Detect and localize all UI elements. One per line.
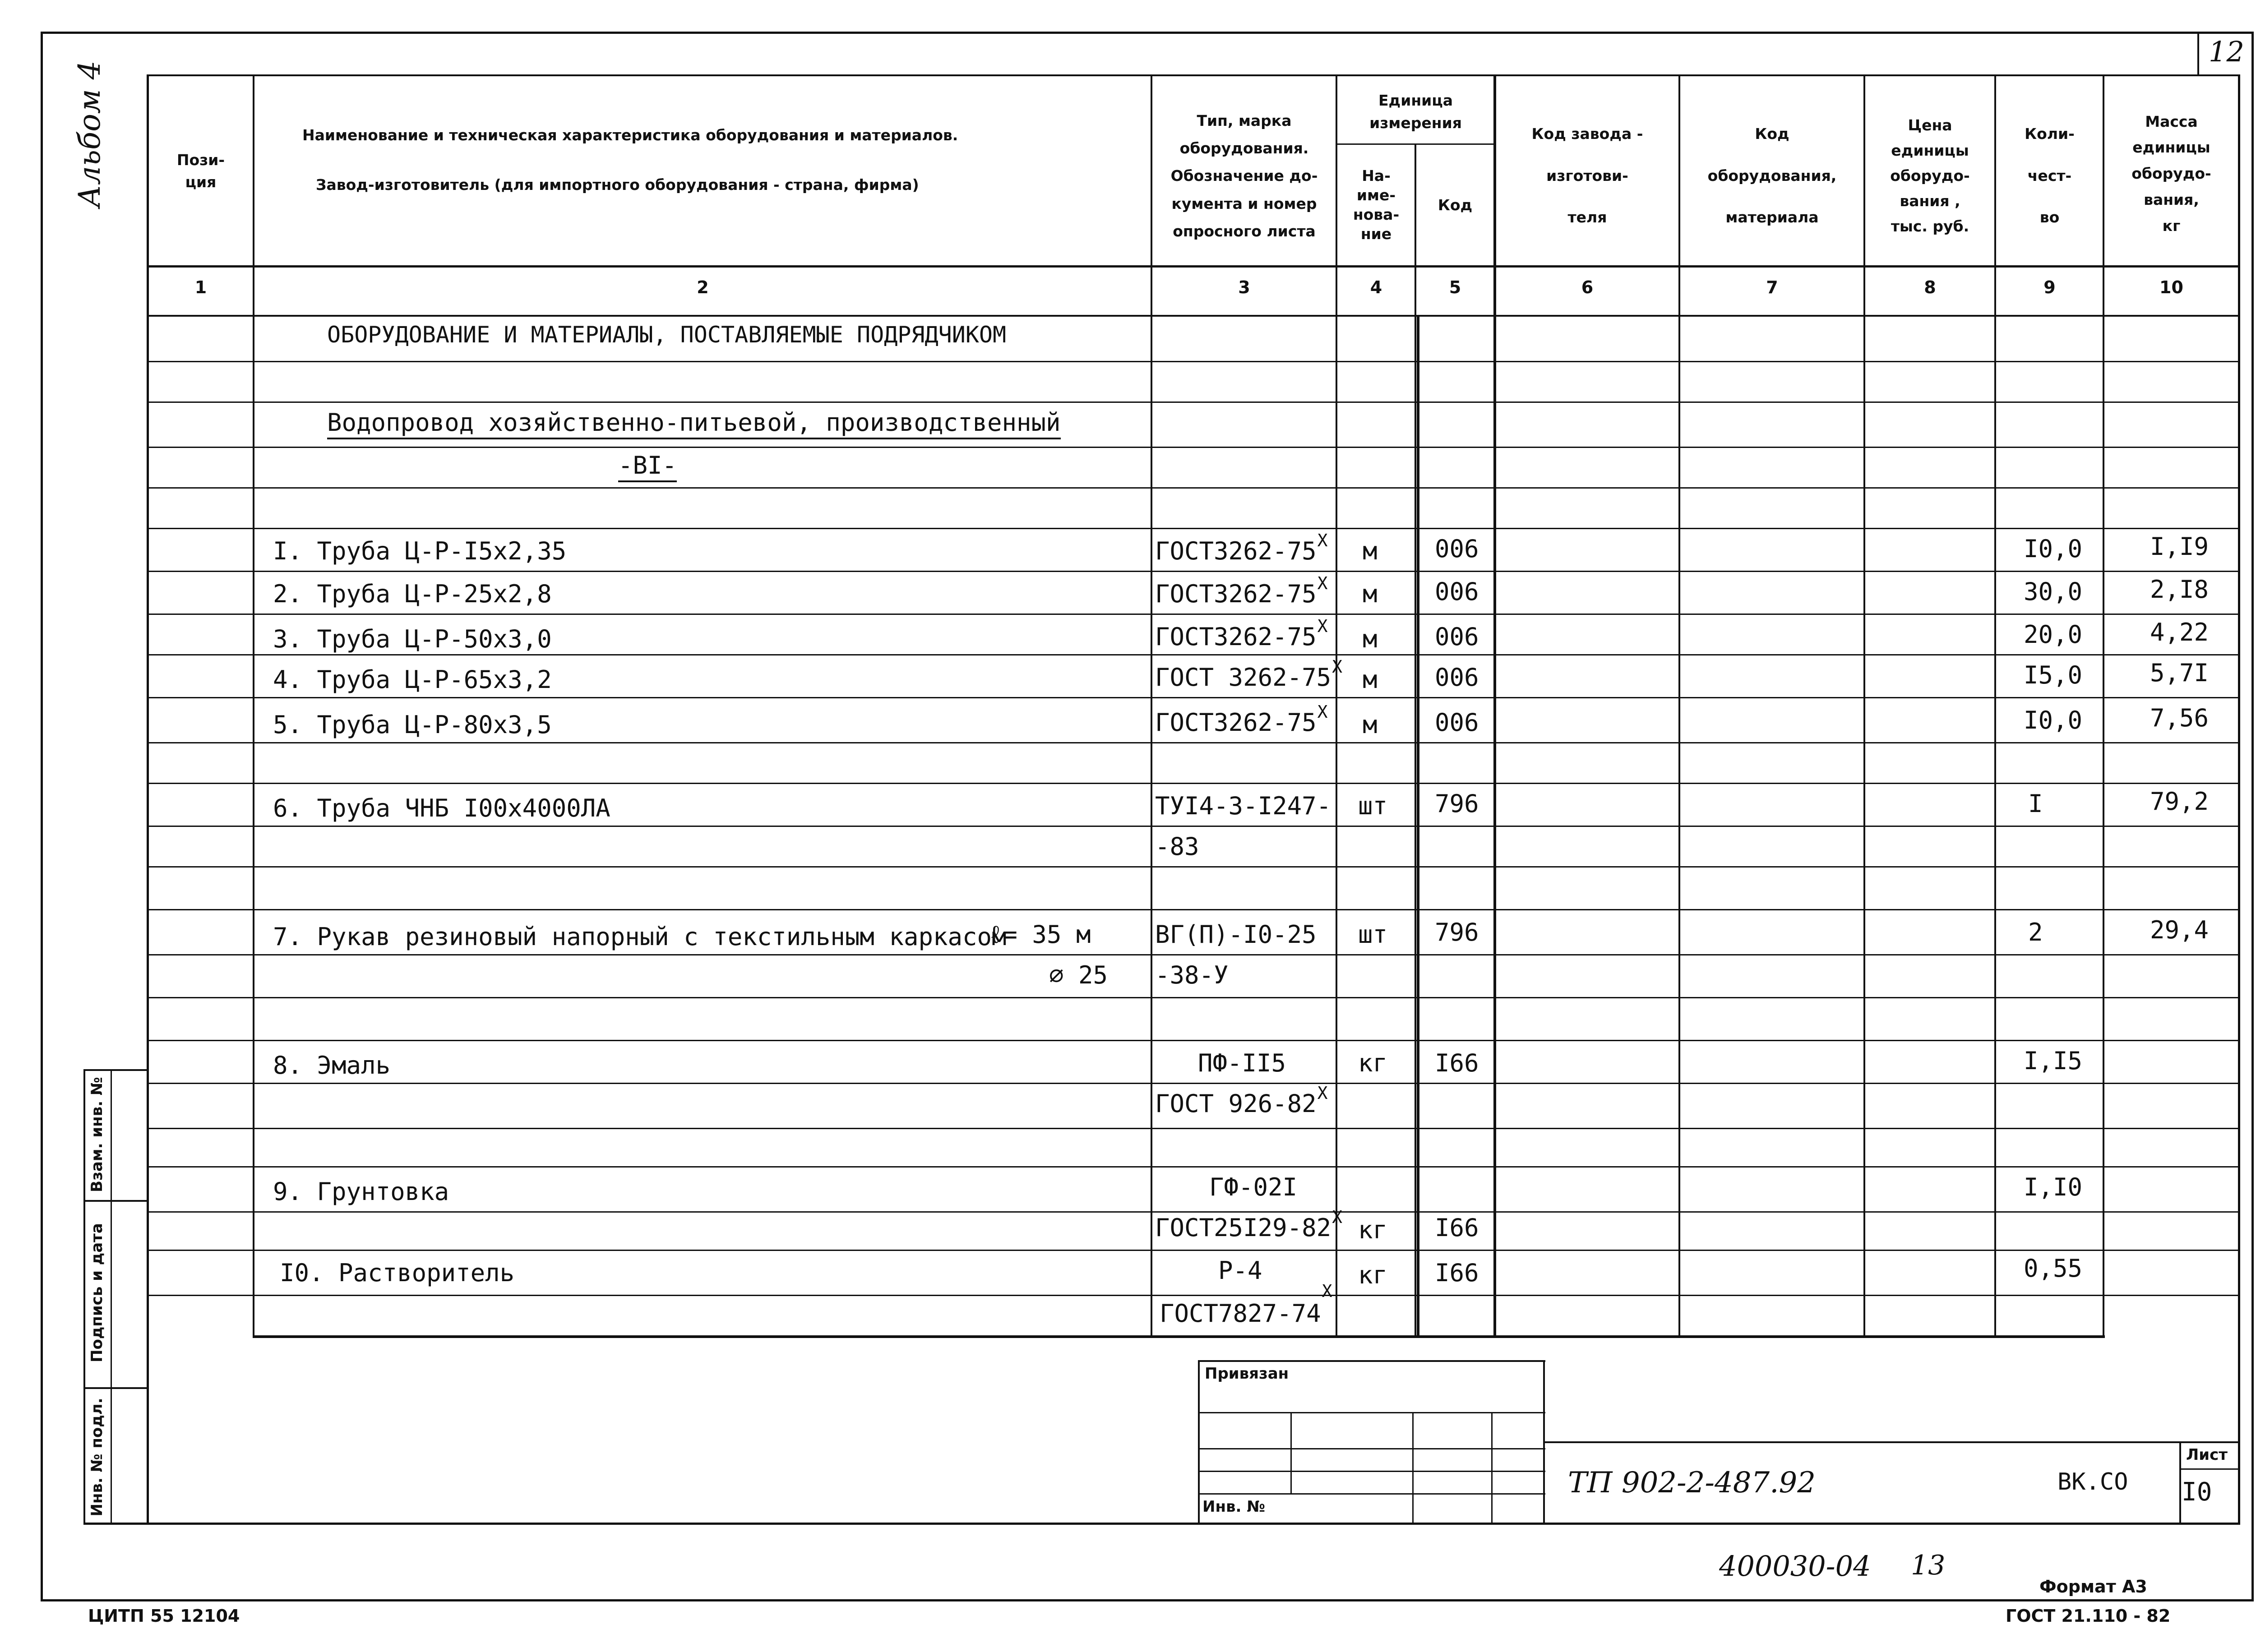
row-separator bbox=[149, 614, 2240, 615]
row-separator bbox=[149, 1211, 2240, 1213]
row-6-doc2: -83 bbox=[1155, 832, 1199, 861]
row-separator bbox=[149, 654, 2240, 655]
colnum-4: 4 bbox=[1370, 277, 1382, 297]
row-separator bbox=[149, 1250, 2240, 1251]
row-separator bbox=[149, 697, 2240, 698]
header-name-line1: Наименование и техническая характеристика оборудования и материалов. bbox=[302, 126, 958, 144]
album-label: Альбом 4 bbox=[72, 60, 107, 208]
colnum-7: 7 bbox=[1766, 277, 1778, 297]
row-2-code: 006 bbox=[1435, 577, 1479, 606]
gost-label: ГОСТ 21.110 - 82 bbox=[2006, 1606, 2171, 1626]
row-4-unit: м bbox=[1363, 665, 1378, 694]
side-vzam-inv: Взам. инв. № bbox=[88, 1077, 106, 1192]
row-9-name: 9. Грунтовка bbox=[273, 1177, 449, 1206]
row-9-qty: I,I0 bbox=[2024, 1173, 2083, 1201]
row-8-qty: I,I5 bbox=[2024, 1047, 2083, 1075]
inner-right bbox=[2238, 74, 2240, 1525]
header-unit-name: На- име- нова- ние bbox=[1353, 167, 1400, 243]
colnum-9: 9 bbox=[2043, 277, 2056, 297]
colnum-5: 5 bbox=[1449, 277, 1461, 297]
row-7-unit: шт bbox=[1358, 920, 1388, 949]
row-5-mass: 7,56 bbox=[2150, 704, 2209, 732]
row-1-code: 006 bbox=[1435, 535, 1479, 563]
frame-top bbox=[41, 32, 2254, 34]
row-8-name: 8. Эмаль bbox=[273, 1051, 391, 1080]
stamp-list-number: I0 bbox=[2182, 1477, 2212, 1507]
row-6-unit: шт bbox=[1358, 792, 1388, 820]
row-separator bbox=[149, 997, 2240, 998]
header-equipment-code: Код оборудования, материала bbox=[1707, 125, 1837, 226]
row-9-code: I66 bbox=[1435, 1214, 1479, 1242]
row-separator bbox=[149, 361, 2240, 362]
row-separator bbox=[149, 1128, 2240, 1129]
row-3-name: 3. Труба Ц-Р-50х3,0 bbox=[273, 625, 552, 653]
row-10-doc: Р-4 bbox=[1218, 1256, 1262, 1285]
row-5-name: 5. Труба Ц-Р-80х3,5 bbox=[273, 711, 552, 739]
stamp-inv-no: Инв. № bbox=[1202, 1498, 1266, 1516]
handwritten-archive-number: 400030-04 bbox=[1719, 1550, 1871, 1583]
row-2-unit: м bbox=[1363, 580, 1378, 608]
format-label: Формат А3 bbox=[2039, 1577, 2147, 1597]
row-6-doc: ТУI4-3-I247- bbox=[1155, 792, 1331, 820]
row-4-doc: ГОСТ $3262-75^X$ bbox=[1155, 657, 1343, 692]
stamp-privyazan: Привязан bbox=[1205, 1365, 1289, 1383]
colnum-8: 8 bbox=[1924, 277, 1936, 297]
row-3-qty: 20,0 bbox=[2024, 620, 2083, 649]
handwritten-page-number: 13 bbox=[1911, 1550, 1946, 1581]
frame-right bbox=[2251, 32, 2254, 1601]
row-separator bbox=[149, 1166, 2240, 1167]
header-name-line2: Завод-изготовитель (для импортного оборудования - страна, фирма) bbox=[316, 176, 919, 194]
row-1-mass: I,I9 bbox=[2150, 532, 2209, 561]
row-separator bbox=[149, 783, 2240, 784]
header-position: Пози- ция bbox=[176, 151, 225, 191]
row-7-doc: ВГ(П)-I0-25 bbox=[1155, 920, 1317, 949]
row-2-name: 2. Труба Ц-Р-25х2,8 bbox=[273, 580, 552, 608]
row-7-qty: 2 bbox=[2028, 918, 2043, 946]
row-5-unit: м bbox=[1363, 711, 1378, 739]
row-10-qty: 0,55 bbox=[2024, 1254, 2083, 1283]
row-1-unit: м bbox=[1363, 537, 1378, 565]
header-quantity: Коли- чест- во bbox=[2025, 125, 2075, 226]
row-4-qty: I5,0 bbox=[2024, 661, 2083, 689]
row-6-code: 796 bbox=[1435, 789, 1479, 818]
row-8-doc: ПФ-II5 bbox=[1198, 1049, 1286, 1077]
side-inv-podl: Инв. № подл. bbox=[88, 1398, 106, 1517]
row-7-doc2: -38-У bbox=[1155, 961, 1229, 989]
row-7-code: 796 bbox=[1435, 918, 1479, 946]
colnum-6: 6 bbox=[1581, 277, 1594, 297]
row-1-qty: I0,0 bbox=[2024, 535, 2083, 563]
subsection-title: Водопровод хозяйственно-питьевой, производственный bbox=[327, 408, 1061, 439]
row-separator bbox=[149, 826, 2240, 827]
row-3-doc: $ГОСТ3262-75^X$ bbox=[1155, 616, 1328, 651]
row-7-length: ℓ= 35 м bbox=[988, 920, 1091, 949]
row-separator bbox=[149, 909, 2240, 910]
row-10-unit: кг bbox=[1358, 1261, 1388, 1289]
colnum-2: 2 bbox=[697, 277, 709, 297]
header-factory-code: Код завода - изготови- теля bbox=[1531, 125, 1643, 226]
row-separator bbox=[149, 447, 2240, 448]
row-3-unit: м bbox=[1363, 625, 1378, 653]
inner-top bbox=[147, 74, 2240, 76]
row-9-doc: ГФ-02I bbox=[1209, 1173, 1298, 1201]
row-4-code: 006 bbox=[1435, 663, 1479, 692]
row-2-doc: $ГОСТ3262-75^X$ bbox=[1155, 573, 1328, 608]
row-5-code: 006 bbox=[1435, 708, 1479, 737]
row-1-name: I. Труба Ц-Р-I5х2,35 bbox=[273, 537, 567, 565]
row-separator bbox=[149, 528, 2240, 529]
row-7-mass: 29,4 bbox=[2150, 916, 2209, 944]
colnum-1: 1 bbox=[194, 277, 207, 297]
row-10-doc2: $ГОСТ7827-74^X$ bbox=[1160, 1281, 1332, 1328]
row-separator bbox=[149, 1040, 2240, 1041]
row-8-doc2: ГОСТ $926-82^X$ bbox=[1155, 1083, 1328, 1118]
row-10-name: I0. Растворитель bbox=[280, 1259, 515, 1287]
stamp-doc-mark: ВК.СО bbox=[2057, 1468, 2128, 1495]
stamp-list-label: Лист bbox=[2186, 1446, 2228, 1464]
row-2-mass: 2,I8 bbox=[2150, 575, 2209, 604]
row-8-code: I66 bbox=[1435, 1049, 1479, 1077]
row-6-mass: 79,2 bbox=[2150, 787, 2209, 816]
colnum-3: 3 bbox=[1238, 277, 1250, 297]
row-7-diameter: ∅ 25 bbox=[1049, 961, 1108, 989]
row-9-unit: кг bbox=[1358, 1216, 1388, 1244]
row-4-name: 4. Труба Ц-Р-65х3,2 bbox=[273, 665, 552, 694]
sheet-corner-number: 12 bbox=[2209, 35, 2244, 68]
frame-left bbox=[41, 32, 43, 1601]
row-separator bbox=[149, 571, 2240, 572]
stamp-project-code: ТП 902-2-487.92 bbox=[1568, 1466, 1816, 1500]
row-5-doc: $ГОСТ3262-75^X$ bbox=[1155, 702, 1328, 737]
row-1-doc: $ГОСТ3262-75^X$ bbox=[1155, 531, 1328, 565]
section-title: ОБОРУДОВАНИЕ И МАТЕРИАЛЫ, ПОСТАВЛЯЕМЫЕ ПОДРЯДЧИКОМ bbox=[327, 322, 1007, 348]
header-unit-code: Код bbox=[1438, 196, 1473, 214]
header-doc: Тип, марка оборудования. Обозначение до- кумента и номер опросного листа bbox=[1170, 112, 1318, 240]
row-separator bbox=[149, 742, 2240, 743]
inner-bottom bbox=[83, 1523, 2240, 1525]
header-unit-group: Единица измерения bbox=[1369, 92, 1462, 132]
row-separator bbox=[149, 866, 2240, 868]
colnum-10: 10 bbox=[2159, 277, 2183, 297]
row-9-doc2: $ГОСТ25I29-82^X$ bbox=[1155, 1207, 1343, 1242]
row-7-name: 7. Рукав резиновый напорный с текстильным каркасом bbox=[273, 923, 1007, 951]
row-3-code: 006 bbox=[1435, 623, 1479, 651]
row-2-qty: 30,0 bbox=[2024, 577, 2083, 606]
row-3-mass: 4,22 bbox=[2150, 618, 2209, 646]
citp-label: ЦИТП 55 12104 bbox=[88, 1606, 240, 1626]
row-separator bbox=[149, 401, 2240, 403]
row-separator bbox=[149, 487, 2240, 489]
row-separator bbox=[149, 1083, 2240, 1084]
side-podpis-data: Подпись и дата bbox=[88, 1223, 106, 1362]
row-6-name: 6. Труба ЧНБ I00х4000ЛА bbox=[273, 794, 610, 822]
row-separator bbox=[149, 954, 2240, 955]
row-separator bbox=[149, 1295, 2240, 1296]
row-10-code: I66 bbox=[1435, 1259, 1479, 1287]
frame-bottom bbox=[41, 1599, 2254, 1601]
row-6-qty: I bbox=[2028, 789, 2043, 818]
header-price: Цена единицы оборудо- вания , тыс. руб. bbox=[1890, 116, 1970, 235]
row-5-qty: I0,0 bbox=[2024, 706, 2083, 734]
subsection-code: -BI- bbox=[618, 451, 677, 482]
row-4-mass: 5,7I bbox=[2150, 659, 2209, 687]
header-mass: Масса единицы оборудо- вания, кг bbox=[2131, 112, 2211, 235]
row-8-unit: кг bbox=[1358, 1049, 1388, 1077]
